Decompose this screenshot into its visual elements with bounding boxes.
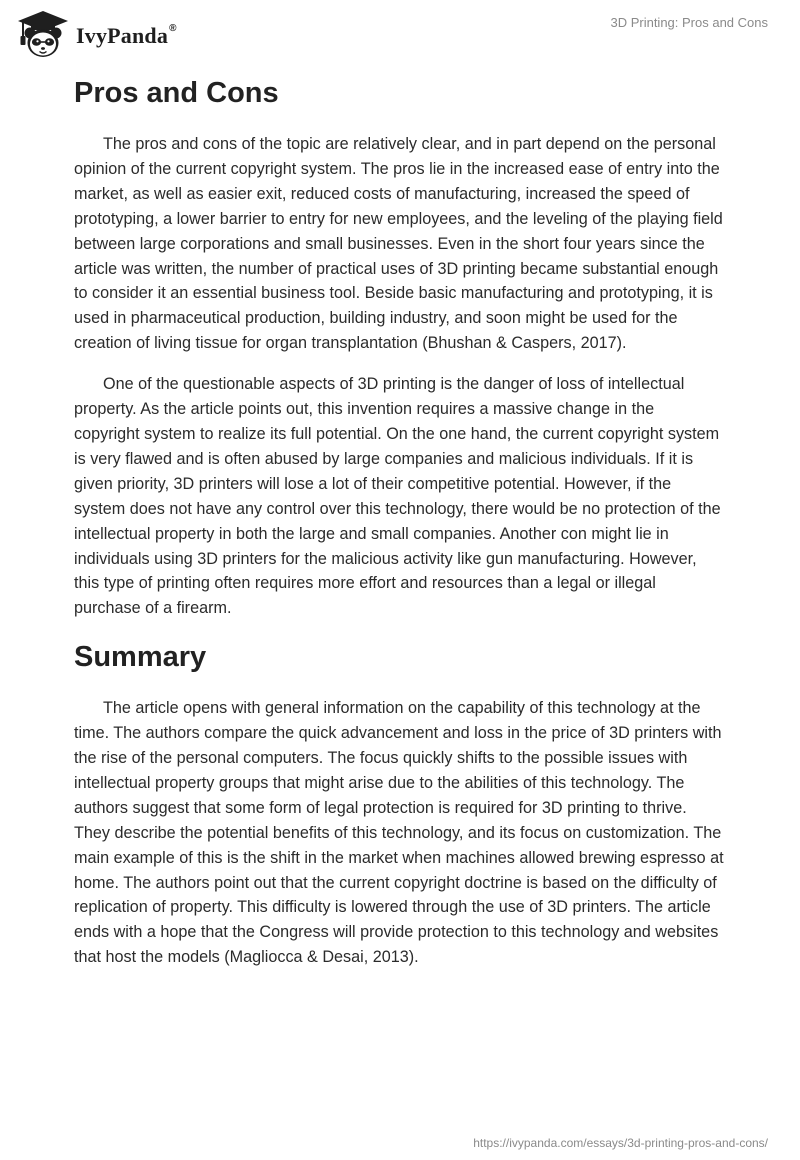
page-header xyxy=(0,0,800,64)
paragraph: One of the questionable aspects of 3D printing is the danger of loss of intellectual property. As the article points out, this invention requires a massive change in the copyright system to realize its full potential. On the one hand, the current copyright system is very flawed and is often abused by large companies and malicious individuals. If it is given priority, 3D printers will lose a lot of their competitive potential. However, if the system does not have any control over this technology, there would be no protection of the intellectual property in both the large and small companies. Another con might lie in individuals using 3D printers for the malicious activity like gun manufacturing. However, this type of printing often requires more effort and resources than a legal or illegal purchase of a firearm. xyxy=(74,375,721,618)
registered-mark: ® xyxy=(169,22,177,34)
section-heading-pros-and-cons: Pros and Cons xyxy=(74,77,279,109)
panda-graduate-icon xyxy=(14,9,72,61)
document-title: 3D Printing: Pros and Cons xyxy=(610,15,768,30)
essay-content xyxy=(74,70,724,986)
footer-source-url[interactable]: https://ivypanda.com/essays/3d-printing-pros-and-cons/ xyxy=(473,1136,768,1150)
paragraph: The pros and cons of the topic are relatively clear, and in part depend on the personal opinion of the current copyright system. The pros lie in the increased ease of entry into the market, as well as easier exit, reduced costs of manufacturing, increased the speed of prototyping, a lower barrier to entry for new employees, and the leveling of the playing field between large corporations and small businesses. Even in the short four years since the article was written, the number of practical uses of 3D printing became substantial enough to consider it an essential business tool. Beside basic manufacturing and prototyping, it is used in pharmaceutical production, building industry, and soon might be used for the creation of living tissue for organ transplantation (Bhushan & Caspers, 2017). xyxy=(74,135,723,353)
section-heading-summary: Summary xyxy=(74,641,207,674)
paragraph: The article opens with general information on the capability of this technology at the time. The authors compare the quick advancement and loss in the price of 3D printers with the rise of the personal computers. The focus quickly shifts to the possible issues with intellectual property groups that might arise due to the abilities of this technology. The authors suggest that some form of legal protection is required for 3D printing to thrive. They describe the potential benefits of this technology, and its focus on customization. The main example of this is the shift in the market when machines allowed brewing espresso at home. The authors point out that the current copyright doctrine is based on the difficulty of replication of property. This difficulty is lowered through the use of 3D printers. The article ends with a hope that the Congress will provide protection to this technology and websites that host the models (Magliocca & Desai, 2013). xyxy=(74,699,724,967)
logo-wordmark: IvyPanda® xyxy=(76,22,177,48)
ivypanda-logo[interactable] xyxy=(14,9,177,61)
